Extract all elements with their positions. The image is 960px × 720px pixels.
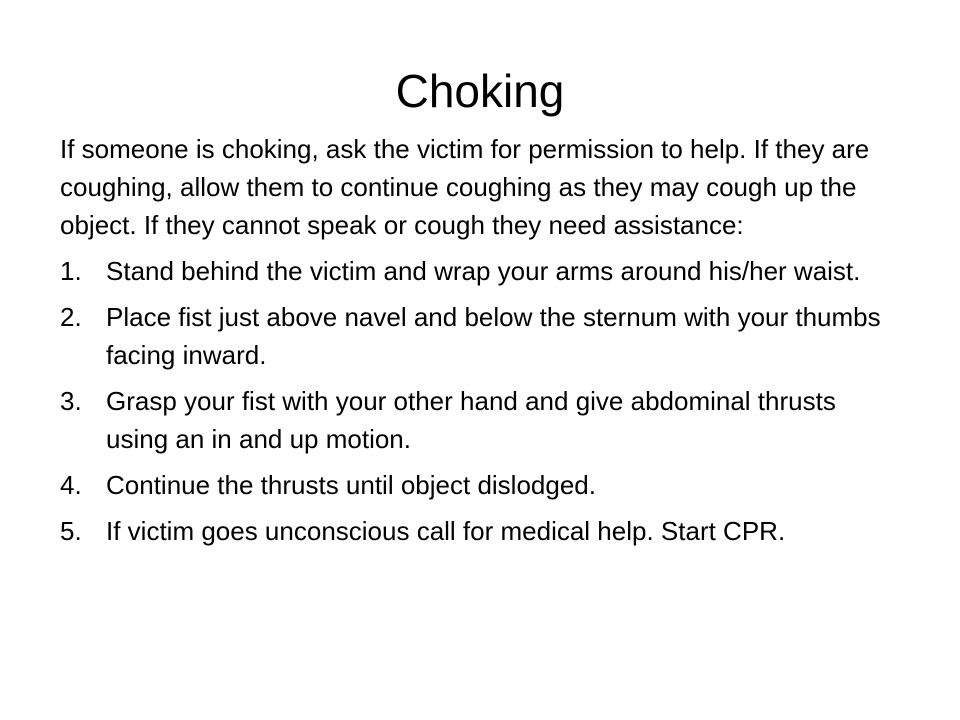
step-text: Stand behind the victim and wrap your arms around his/her waist. [106, 256, 861, 286]
steps-list [60, 252, 900, 550]
step-item [60, 298, 900, 374]
step-item [60, 252, 900, 290]
step-number: 1. [60, 256, 82, 286]
step-text: Grasp your fist with your other hand and give abdominal thrusts using an in and up motion. [106, 386, 836, 454]
step-text: Place fist just above navel and below the sternum with your thumbs facing inward. [106, 302, 881, 370]
intro-paragraph: If someone is choking, ask the victim for permission to help. If they are coughing, allow them to continue coughing as they may cough up the object. If they cannot speak or cough they need assistance: [60, 134, 870, 240]
slide-body [60, 130, 900, 558]
slide-title: Choking [395, 65, 565, 117]
step-number: 3. [60, 386, 82, 416]
step-text: Continue the thrusts until object dislodged. [106, 470, 596, 500]
step-text: If victim goes unconscious call for medical help. Start CPR. [106, 516, 786, 546]
step-item [60, 382, 900, 458]
step-item [60, 512, 900, 550]
step-number: 4. [60, 470, 82, 500]
step-number: 2. [60, 302, 82, 332]
step-item [60, 466, 900, 504]
step-number: 5. [60, 516, 82, 546]
